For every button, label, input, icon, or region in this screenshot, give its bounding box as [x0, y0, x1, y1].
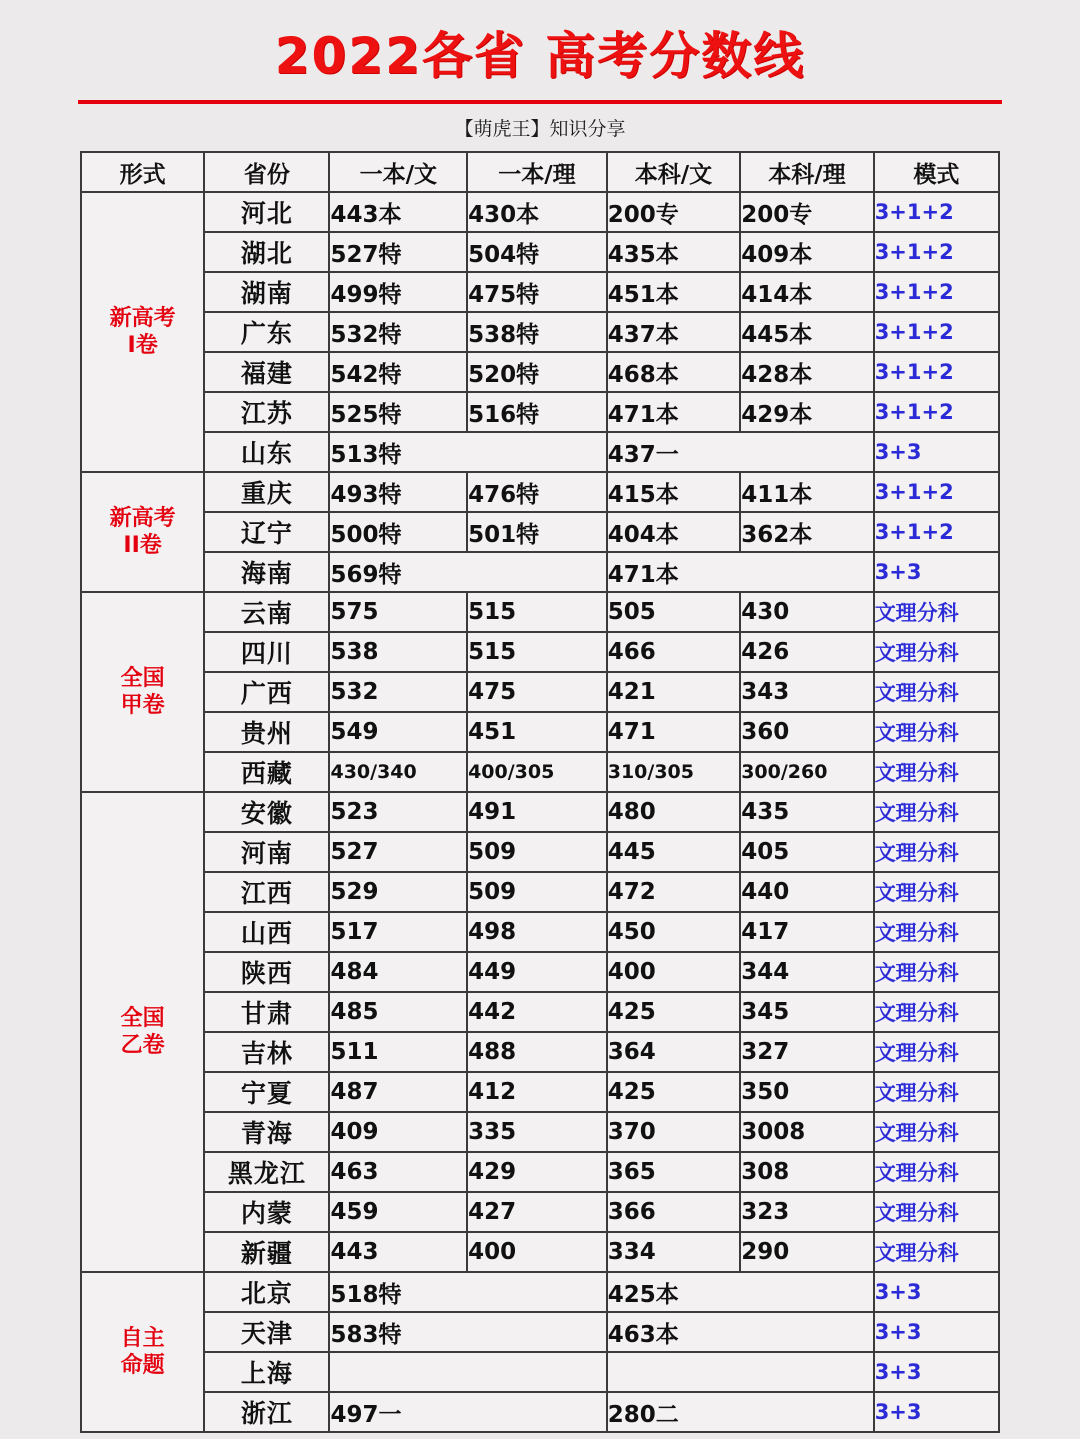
undergrad-liberal-cell: 471本: [607, 392, 740, 432]
tier1-science-cell: 475: [467, 672, 607, 712]
tier1-science-cell: 430本: [467, 192, 607, 232]
header-cell-mode: 模式: [874, 152, 999, 192]
province-cell: 内蒙: [204, 1192, 329, 1232]
tier1-liberal-cell: 443: [329, 1232, 467, 1272]
tier1-liberal-cell: 409: [329, 1112, 467, 1152]
province-cell: 青海: [204, 1112, 329, 1152]
undergrad-science-cell: 430: [740, 592, 873, 632]
tier1-liberal-cell: 484: [329, 952, 467, 992]
undergrad-liberal-cell: 366: [607, 1192, 740, 1232]
tier1-liberal-cell: 583特: [329, 1312, 606, 1352]
province-cell: 吉林: [204, 1032, 329, 1072]
tier1-liberal-cell: 532: [329, 672, 467, 712]
undergrad-science-cell: 344: [740, 952, 873, 992]
mode-cell: 3+1+2: [874, 192, 999, 232]
table-row: [81, 1152, 999, 1192]
table-row: [81, 1272, 999, 1312]
undergrad-science-cell: 360: [740, 712, 873, 752]
province-cell: 云南: [204, 592, 329, 632]
tier1-liberal-cell: 549: [329, 712, 467, 752]
undergrad-liberal-cell: 364: [607, 1032, 740, 1072]
undergrad-science-cell: 445本: [740, 312, 873, 352]
undergrad-liberal-cell: 400: [607, 952, 740, 992]
table-row: [81, 912, 999, 952]
tier1-liberal-cell: 527: [329, 832, 467, 872]
undergrad-science-cell: 417: [740, 912, 873, 952]
province-cell: 陕西: [204, 952, 329, 992]
mode-cell: 文理分科: [874, 1112, 999, 1152]
undergrad-liberal-cell: 200专: [607, 192, 740, 232]
table-row: [81, 1192, 999, 1232]
undergrad-science-cell: 440: [740, 872, 873, 912]
table-row: [81, 1312, 999, 1352]
table-row: [81, 232, 999, 272]
undergrad-liberal-cell: 463本: [607, 1312, 874, 1352]
table-row: [81, 272, 999, 312]
province-cell: 天津: [204, 1312, 329, 1352]
mode-cell: 3+1+2: [874, 472, 999, 512]
province-cell: 四川: [204, 632, 329, 672]
tier1-liberal-cell: 518特: [329, 1272, 606, 1312]
tier1-liberal-cell: 499特: [329, 272, 467, 312]
province-cell: 安徽: [204, 792, 329, 832]
undergrad-science-cell: 323: [740, 1192, 873, 1232]
province-cell: 河北: [204, 192, 329, 232]
tier1-science-cell: 498: [467, 912, 607, 952]
table-row: [81, 672, 999, 712]
mode-cell: 3+1+2: [874, 272, 999, 312]
table-row: [81, 792, 999, 832]
undergrad-liberal-cell: 334: [607, 1232, 740, 1272]
tier1-science-cell: 476特: [467, 472, 607, 512]
province-cell: 江西: [204, 872, 329, 912]
tier1-science-cell: 515: [467, 592, 607, 632]
header-row: [81, 152, 999, 192]
tier1-liberal-cell: 485: [329, 992, 467, 1032]
mode-cell: 文理分科: [874, 1192, 999, 1232]
undergrad-liberal-cell: 451本: [607, 272, 740, 312]
form-group-label: 新高考 II卷: [81, 472, 204, 592]
tier1-liberal-cell: [329, 1352, 606, 1392]
mode-cell: 3+1+2: [874, 352, 999, 392]
mode-cell: 文理分科: [874, 1072, 999, 1112]
tier1-science-cell: 429: [467, 1152, 607, 1192]
table-row: [81, 1392, 999, 1432]
mode-cell: 文理分科: [874, 1232, 999, 1272]
undergrad-science-cell: 405: [740, 832, 873, 872]
page-subtitle: 【萌虎王】知识分享: [454, 118, 626, 140]
table-row: [81, 392, 999, 432]
table-row: [81, 1352, 999, 1392]
undergrad-science-cell: 345: [740, 992, 873, 1032]
province-cell: 山西: [204, 912, 329, 952]
undergrad-science-cell: 200专: [740, 192, 873, 232]
tier1-liberal-cell: 532特: [329, 312, 467, 352]
undergrad-liberal-cell: 480: [607, 792, 740, 832]
province-cell: 湖北: [204, 232, 329, 272]
undergrad-liberal-cell: 471: [607, 712, 740, 752]
tier1-liberal-cell: 463: [329, 1152, 467, 1192]
table-row: [81, 632, 999, 672]
mode-cell: 3+3: [874, 1352, 999, 1392]
form-group-label: 全国 乙卷: [81, 792, 204, 1272]
undergrad-liberal-cell: 468本: [607, 352, 740, 392]
undergrad-science-cell: 343: [740, 672, 873, 712]
tier1-science-cell: 491: [467, 792, 607, 832]
tier1-liberal-cell: 430/340: [329, 752, 467, 792]
province-cell: 广东: [204, 312, 329, 352]
table-row: [81, 752, 999, 792]
province-cell: 北京: [204, 1272, 329, 1312]
tier1-science-cell: 538特: [467, 312, 607, 352]
tier1-liberal-cell: 538: [329, 632, 467, 672]
undergrad-science-cell: 411本: [740, 472, 873, 512]
tier1-liberal-cell: 542特: [329, 352, 467, 392]
tier1-liberal-cell: 443本: [329, 192, 467, 232]
table-row: [81, 192, 999, 232]
undergrad-science-cell: 327: [740, 1032, 873, 1072]
mode-cell: 文理分科: [874, 712, 999, 752]
tier1-science-cell: 475特: [467, 272, 607, 312]
tier1-liberal-cell: 487: [329, 1072, 467, 1112]
province-cell: 宁夏: [204, 1072, 329, 1112]
undergrad-science-cell: 435: [740, 792, 873, 832]
tier1-science-cell: 504特: [467, 232, 607, 272]
province-cell: 甘肃: [204, 992, 329, 1032]
tier1-liberal-cell: 529: [329, 872, 467, 912]
province-cell: 湖南: [204, 272, 329, 312]
table-row: [81, 432, 999, 472]
table-header: [81, 152, 999, 192]
tier1-science-cell: 427: [467, 1192, 607, 1232]
undergrad-liberal-cell: 425: [607, 992, 740, 1032]
province-cell: 海南: [204, 552, 329, 592]
mode-cell: 文理分科: [874, 1032, 999, 1072]
undergrad-liberal-cell: 280二: [607, 1392, 874, 1432]
undergrad-liberal-cell: 425: [607, 1072, 740, 1112]
table-row: [81, 952, 999, 992]
undergrad-science-cell: 429本: [740, 392, 873, 432]
tier1-liberal-cell: 500特: [329, 512, 467, 552]
table-row: [81, 512, 999, 552]
mode-cell: 3+3: [874, 1312, 999, 1352]
undergrad-liberal-cell: 365: [607, 1152, 740, 1192]
tier1-science-cell: 451: [467, 712, 607, 752]
mode-cell: 3+3: [874, 432, 999, 472]
form-group-label: 新高考 I卷: [81, 192, 204, 472]
tier1-liberal-cell: 569特: [329, 552, 606, 592]
title-divider: [78, 100, 1002, 104]
province-cell: 新疆: [204, 1232, 329, 1272]
tier1-liberal-cell: 493特: [329, 472, 467, 512]
tier1-science-cell: 509: [467, 832, 607, 872]
undergrad-liberal-cell: 370: [607, 1112, 740, 1152]
table-row: [81, 552, 999, 592]
tier1-liberal-cell: 513特: [329, 432, 606, 472]
undergrad-liberal-cell: 310/305: [607, 752, 740, 792]
undergrad-liberal-cell: 425本: [607, 1272, 874, 1312]
tier1-liberal-cell: 511: [329, 1032, 467, 1072]
undergrad-science-cell: 308: [740, 1152, 873, 1192]
tier1-science-cell: 335: [467, 1112, 607, 1152]
province-cell: 福建: [204, 352, 329, 392]
tier1-liberal-cell: 525特: [329, 392, 467, 432]
form-group-label: 自主 命题: [81, 1272, 204, 1432]
undergrad-science-cell: 428本: [740, 352, 873, 392]
undergrad-liberal-cell: 466: [607, 632, 740, 672]
undergrad-liberal-cell: 450: [607, 912, 740, 952]
undergrad-science-cell: 426: [740, 632, 873, 672]
score-table: [80, 151, 1000, 1433]
tier1-liberal-cell: 575: [329, 592, 467, 632]
undergrad-science-cell: 409本: [740, 232, 873, 272]
form-group-label: 全国 甲卷: [81, 592, 204, 792]
province-cell: 山东: [204, 432, 329, 472]
table-row: [81, 1232, 999, 1272]
table-body: [81, 192, 999, 1432]
page-title: 2022各省 高考分数线: [274, 27, 806, 85]
undergrad-liberal-cell: 505: [607, 592, 740, 632]
undergrad-liberal-cell: 471本: [607, 552, 874, 592]
tier1-liberal-cell: 527特: [329, 232, 467, 272]
mode-cell: 文理分科: [874, 832, 999, 872]
tier1-science-cell: 515: [467, 632, 607, 672]
mode-cell: 文理分科: [874, 592, 999, 632]
tier1-liberal-cell: 459: [329, 1192, 467, 1232]
mode-cell: 文理分科: [874, 1152, 999, 1192]
undergrad-liberal-cell: 415本: [607, 472, 740, 512]
province-cell: 黑龙江: [204, 1152, 329, 1192]
mode-cell: 3+1+2: [874, 232, 999, 272]
undergrad-liberal-cell: [607, 1352, 874, 1392]
tier1-liberal-cell: 497一: [329, 1392, 606, 1432]
header-cell-tier1-liberal: 一本/文: [329, 152, 467, 192]
mode-cell: 文理分科: [874, 752, 999, 792]
table-row: [81, 1072, 999, 1112]
table-row: [81, 992, 999, 1032]
table-row: [81, 832, 999, 872]
tier1-science-cell: 412: [467, 1072, 607, 1112]
province-cell: 辽宁: [204, 512, 329, 552]
province-cell: 上海: [204, 1352, 329, 1392]
tier1-science-cell: 509: [467, 872, 607, 912]
undergrad-liberal-cell: 437本: [607, 312, 740, 352]
header-cell-form: 形式: [81, 152, 204, 192]
mode-cell: 文理分科: [874, 912, 999, 952]
header-cell-province: 省份: [204, 152, 329, 192]
mode-cell: 3+1+2: [874, 392, 999, 432]
undergrad-liberal-cell: 404本: [607, 512, 740, 552]
mode-cell: 文理分科: [874, 952, 999, 992]
tier1-science-cell: 520特: [467, 352, 607, 392]
province-cell: 西藏: [204, 752, 329, 792]
province-cell: 江苏: [204, 392, 329, 432]
table-row: [81, 1032, 999, 1072]
header-cell-undergrad-liberal: 本科/文: [607, 152, 740, 192]
table-row: [81, 472, 999, 512]
mode-cell: 3+1+2: [874, 512, 999, 552]
undergrad-science-cell: 362本: [740, 512, 873, 552]
province-cell: 浙江: [204, 1392, 329, 1432]
undergrad-science-cell: 3008: [740, 1112, 873, 1152]
mode-cell: 3+3: [874, 552, 999, 592]
table-row: [81, 1112, 999, 1152]
tier1-science-cell: 449: [467, 952, 607, 992]
mode-cell: 3+1+2: [874, 312, 999, 352]
mode-cell: 3+3: [874, 1392, 999, 1432]
mode-cell: 文理分科: [874, 672, 999, 712]
table-row: [81, 592, 999, 632]
mode-cell: 文理分科: [874, 992, 999, 1032]
header-cell-undergrad-science: 本科/理: [740, 152, 873, 192]
undergrad-liberal-cell: 435本: [607, 232, 740, 272]
mode-cell: 文理分科: [874, 792, 999, 832]
province-cell: 重庆: [204, 472, 329, 512]
table-row: [81, 872, 999, 912]
table-row: [81, 352, 999, 392]
province-cell: 河南: [204, 832, 329, 872]
mode-cell: 文理分科: [874, 632, 999, 672]
mode-cell: 文理分科: [874, 872, 999, 912]
table-row: [81, 712, 999, 752]
tier1-science-cell: 516特: [467, 392, 607, 432]
province-cell: 广西: [204, 672, 329, 712]
tier1-science-cell: 488: [467, 1032, 607, 1072]
tier1-liberal-cell: 523: [329, 792, 467, 832]
tier1-science-cell: 501特: [467, 512, 607, 552]
undergrad-science-cell: 290: [740, 1232, 873, 1272]
undergrad-liberal-cell: 472: [607, 872, 740, 912]
tier1-science-cell: 400/305: [467, 752, 607, 792]
header-cell-tier1-science: 一本/理: [467, 152, 607, 192]
table-row: [81, 312, 999, 352]
tier1-science-cell: 442: [467, 992, 607, 1032]
undergrad-liberal-cell: 437一: [607, 432, 874, 472]
tier1-science-cell: 400: [467, 1232, 607, 1272]
undergrad-liberal-cell: 445: [607, 832, 740, 872]
undergrad-science-cell: 350: [740, 1072, 873, 1112]
tier1-liberal-cell: 517: [329, 912, 467, 952]
undergrad-liberal-cell: 421: [607, 672, 740, 712]
undergrad-science-cell: 414本: [740, 272, 873, 312]
province-cell: 贵州: [204, 712, 329, 752]
undergrad-science-cell: 300/260: [740, 752, 873, 792]
mode-cell: 3+3: [874, 1272, 999, 1312]
